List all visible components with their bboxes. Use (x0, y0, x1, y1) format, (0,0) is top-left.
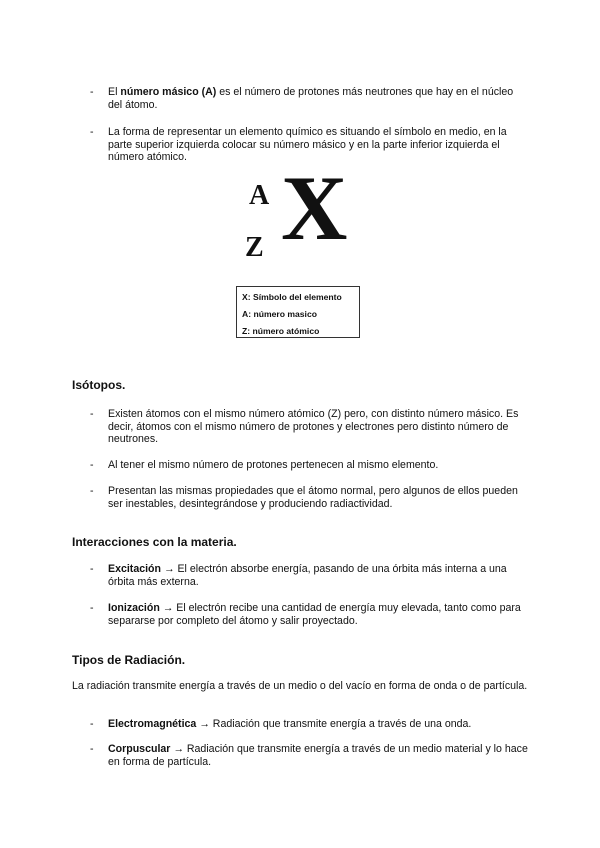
item-text: → Radiación que transmite energía a través de una onda. (196, 718, 472, 730)
item-lead: Electromagnética (108, 718, 197, 730)
bullet-dash: - (90, 718, 94, 730)
bullet-dash: - (90, 602, 94, 614)
nuclide-notation (245, 157, 365, 272)
isotopes-heading: Isótopos. (72, 378, 126, 392)
item-text: → Radiación que transmite energía a través de un medio material y lo hace en forma de partícula. (108, 743, 528, 768)
excitation-item (108, 563, 528, 588)
notation-atomic-number: Z (245, 232, 264, 263)
bullet-dash: - (90, 743, 94, 755)
ionization-item (108, 602, 528, 627)
radiation-intro: La radiación transmite energía a través de un medio o del vacío en forma de onda o de partícula. (72, 680, 528, 692)
isotope-item: Al tener el mismo número de protones pertenecen al mismo elemento. (108, 459, 439, 471)
item-text: → El electrón absorbe energía, pasando de una órbita más interna a una órbita más externa. (108, 563, 507, 588)
bullet-dash: - (90, 408, 94, 420)
isotope-item: Presentan las mismas propiedades que el átomo normal, pero algunos de ellos pueden ser inestables, desintegrándose y produciendo radiactividad. (108, 485, 518, 510)
bullet-dash: - (90, 563, 94, 575)
notation-mass-number: A (249, 180, 270, 211)
notation-legend (236, 286, 360, 338)
notation-symbol: X (281, 157, 348, 259)
item-text: es el número de protones más neutrones que hay en el núcleo del átomo. (108, 86, 514, 111)
bullet-dash: - (90, 485, 94, 497)
legend-line: Z: número atómico (242, 326, 320, 336)
interactions-heading: Interacciones con la materia. (72, 535, 237, 549)
electromagnetic-item (108, 718, 528, 731)
legend-line: A: número masico (242, 309, 317, 319)
mass-number-item (108, 86, 528, 111)
item-text: La forma de representar un elemento químico es situando el símbolo en medio, en la parte superior izquierda colocar su número másico y en la parte inferior izquierda el número atómico. (108, 126, 507, 164)
radiation-heading: Tipos de Radiación. (72, 653, 186, 667)
item-lead: número másico (A) (120, 86, 217, 98)
item-prefix: El (108, 86, 121, 98)
legend-line: X: Símbolo del elemento (242, 292, 342, 302)
corpuscular-item (108, 743, 528, 768)
item-lead: Excitación (108, 563, 161, 575)
bullet-dash: - (90, 459, 94, 471)
item-lead: Corpuscular (108, 743, 171, 755)
bullet-dash: - (90, 126, 94, 138)
isotope-item: Existen átomos con el mismo número atómico (Z) pero, con distinto número másico. Es decir, átomos con el mismo número de protones y electrones pero distinto número de neutrones. (108, 408, 519, 446)
bullet-dash: - (90, 86, 94, 98)
item-text: → El electrón recibe una cantidad de energía muy elevada, tanto como para separarse por completo del átomo y salir proyectado. (108, 602, 521, 627)
item-lead: Ionización (108, 602, 160, 614)
